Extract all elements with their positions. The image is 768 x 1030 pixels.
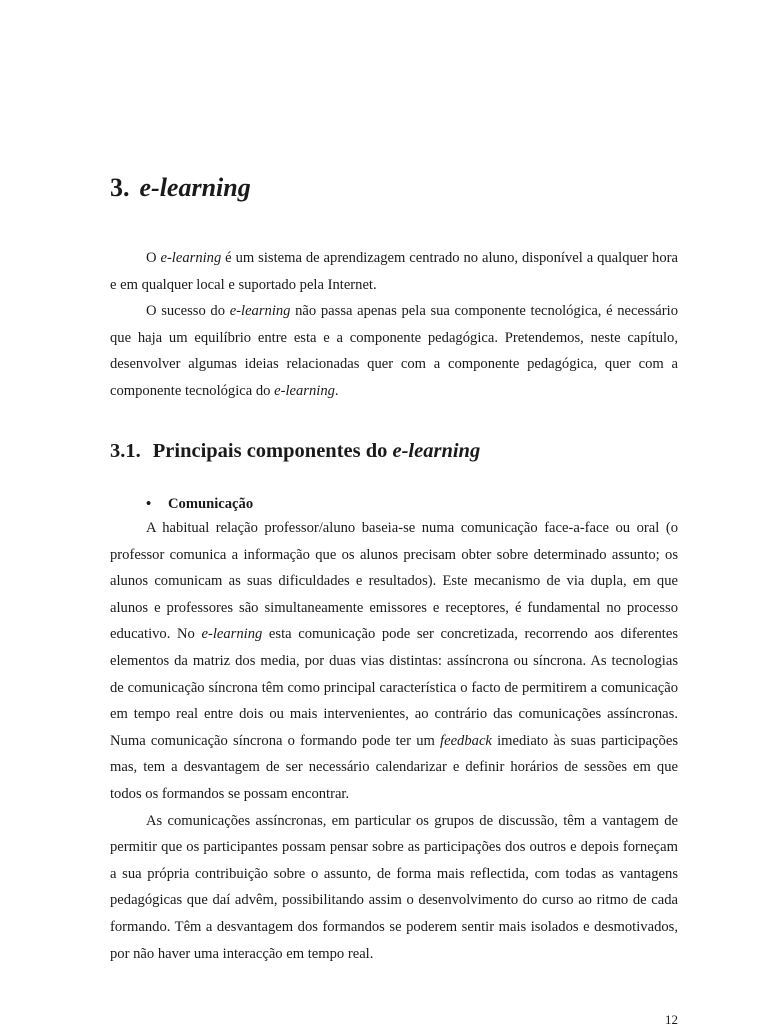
text-run: não passa apenas pela sua componente tecnológica, é necessário que haja um equilíbrio entre esta e a componente pedagógica. Pretendemos, neste capítulo, desenvolver algumas ideias relacionadas quer com a componente pedagógica, quer com a componente tecnológica do bbox=[110, 303, 678, 399]
section-title bbox=[110, 436, 480, 466]
page-number: 12 bbox=[665, 1012, 678, 1027]
text-run: O bbox=[146, 250, 161, 266]
italic-term: e-learning bbox=[201, 626, 263, 643]
italic-term: e-learning bbox=[229, 303, 291, 320]
intro-paragraph-2 bbox=[110, 298, 678, 404]
intro-paragraph-1 bbox=[110, 245, 678, 298]
italic-term: e-learning bbox=[160, 250, 222, 266]
section-title-text: Principais componentes do bbox=[152, 440, 393, 462]
text-run: é um sistema de aprendizagem centrado no aluno, disponível a qualquer hora e em qualquer local e suportado pela Internet. bbox=[110, 250, 678, 293]
text-run: esta comunicação pode ser concretizada, recorrendo aos diferentes elementos da matriz dos media, por duas vias distintas: assíncrona ou síncrona. As tecnologias de comunicação síncrona têm como principal característica o facto de permitirem a comunicação em tempo real entre dois ou mais intervenientes, ao contrário das comunicações assíncronas. Numa comunicação síncrona o formando pode ter um bbox=[110, 626, 678, 749]
intro-text-block bbox=[110, 245, 678, 405]
chapter-title-text: e-learning bbox=[139, 173, 251, 202]
bullet-label: Comunicação bbox=[168, 496, 254, 512]
bullet-icon: • bbox=[146, 496, 152, 512]
section-number: 3.1. bbox=[110, 440, 141, 462]
bullet-item-comunicacao bbox=[146, 492, 253, 516]
chapter-title bbox=[110, 170, 251, 206]
text-run: imediato às suas participações mas, tem a desvantagem de ser necessário calendarizar e definir horários de sessões em que todos os formandos se possam encontrar. bbox=[110, 732, 678, 802]
text-run: A habitual relação professor/aluno baseia-se numa comunicação face-a-face ou oral (o professor comunica a informação que os alunos precisam obter sobre determinado assunto; os alunos comunicam as suas dificuldades e resultados). Este mecanismo de via dupla, em que alunos e professores são simultaneamente emissores e receptores, é fundamental no processo educativo. No bbox=[110, 520, 678, 643]
text-run: O sucesso do bbox=[146, 303, 230, 320]
italic-term: feedback bbox=[440, 732, 492, 749]
body-paragraph-1 bbox=[110, 515, 678, 808]
body-paragraph-2: As comunicações assíncronas, em particular os grupos de discussão, têm a vantagem de permitir que os participantes possam pensar sobre as participações dos outros e depois forneçam a sua própria contribuição sobre o assunto, de forma mais reflectida, com todas as vantagens pedagógicas que daí advêm, possibilitando assim o desenvolvimento do curso ao ritmo de cada formando. Têm a desvantagem dos formandos se poderem sentir mais isolados e desmotivados, por não haver uma interacção em tempo real. bbox=[110, 812, 678, 962]
section-title-italic: e-learning bbox=[392, 440, 481, 462]
text-run: . bbox=[334, 382, 339, 399]
italic-term: e-learning bbox=[274, 382, 335, 399]
body-text-block bbox=[110, 515, 678, 967]
chapter-number: 3. bbox=[110, 173, 130, 202]
